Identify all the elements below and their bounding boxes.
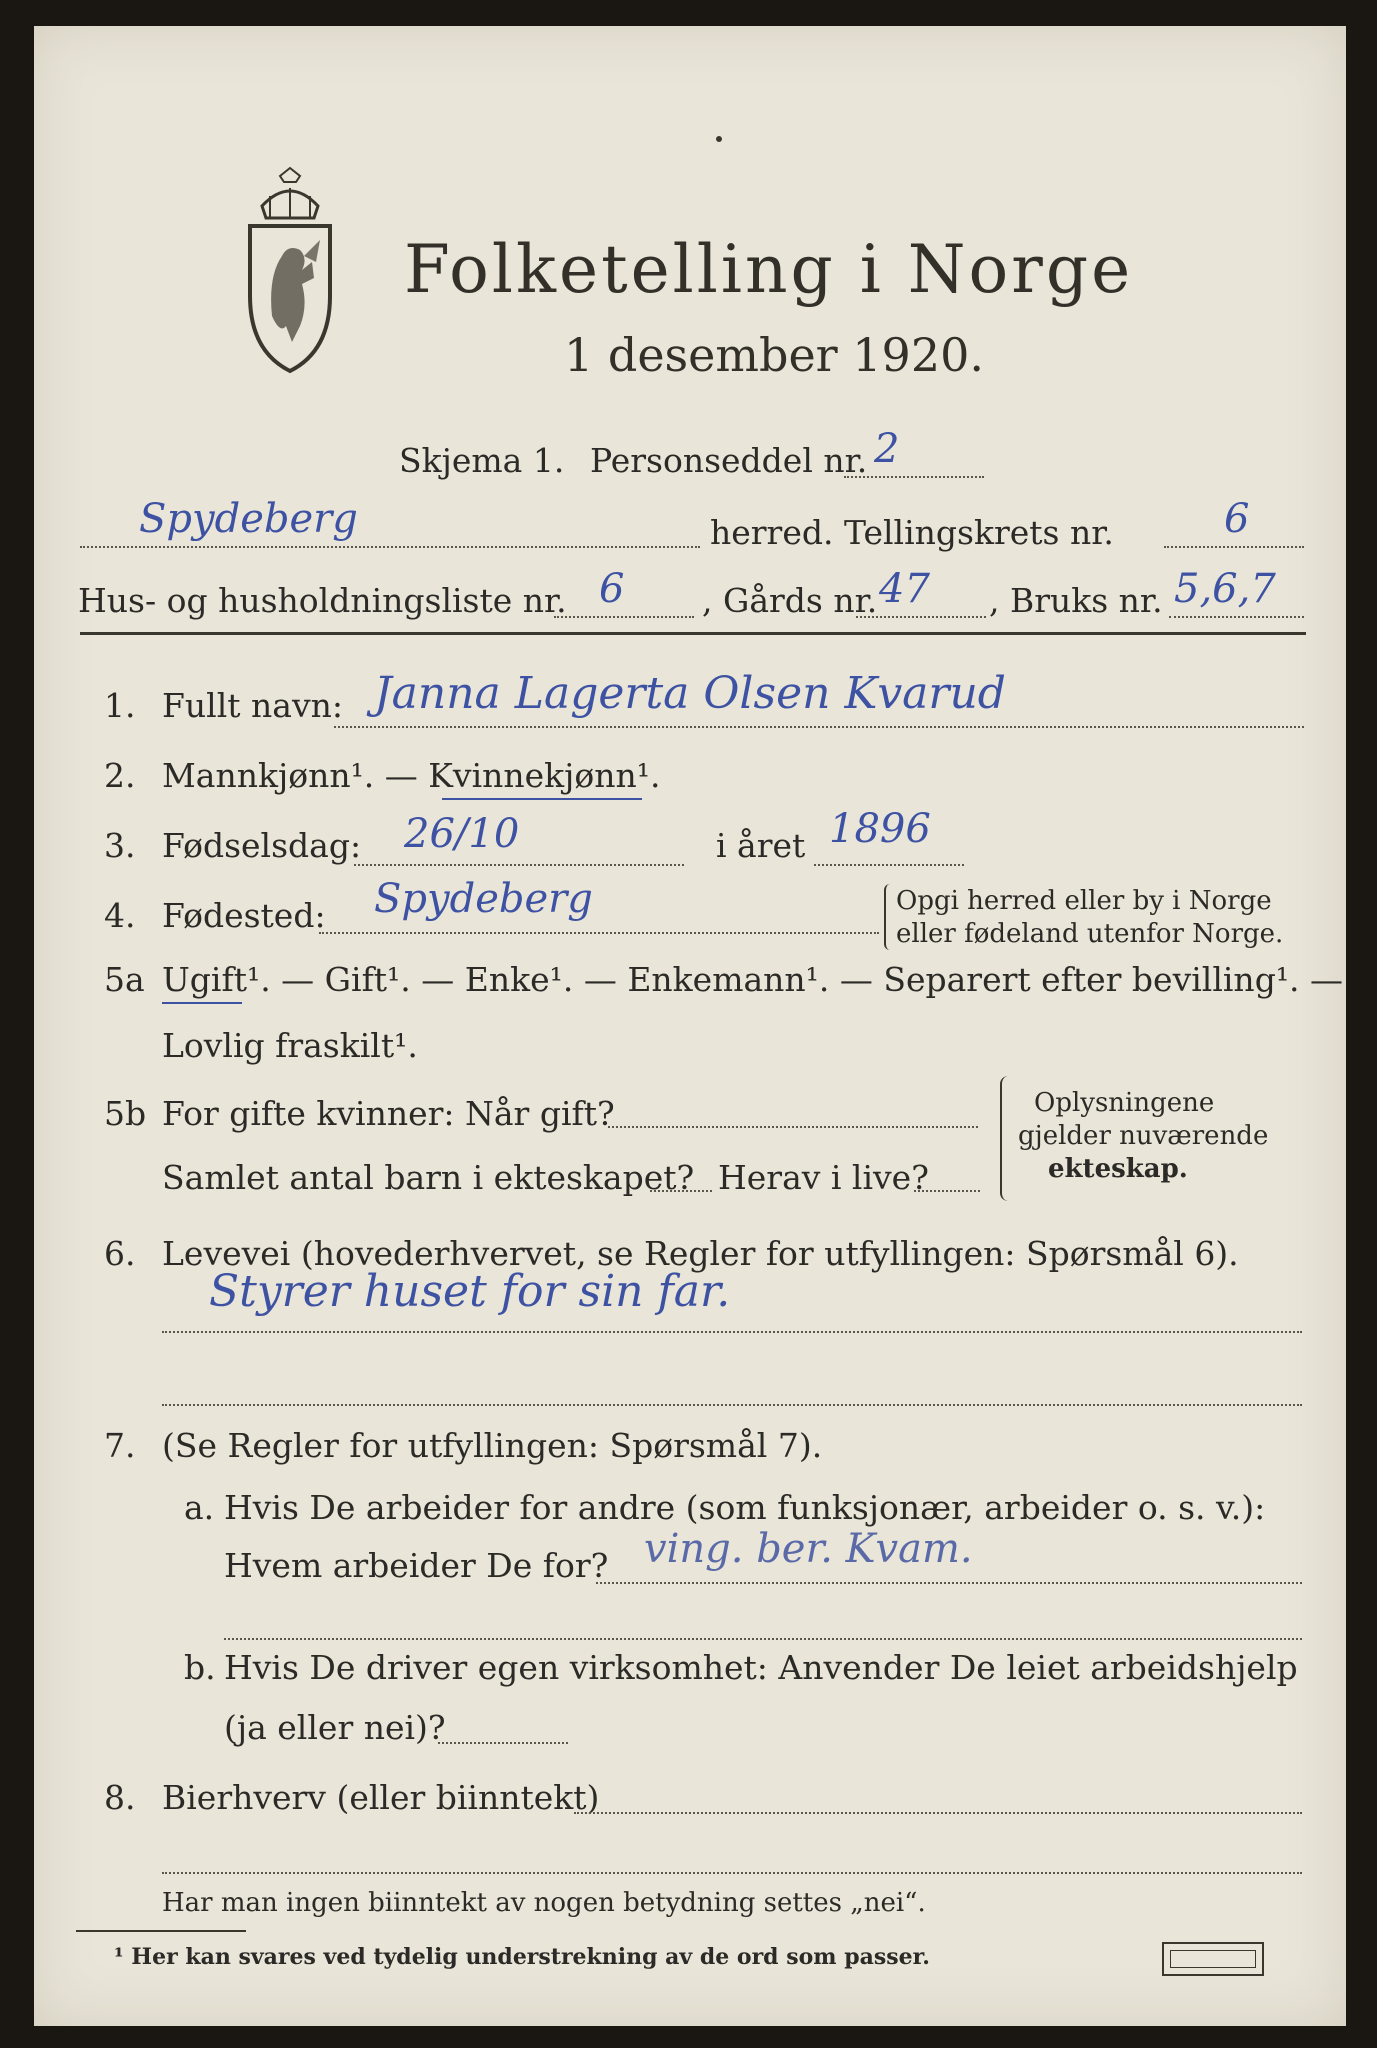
q6-line1: [162, 1331, 1302, 1333]
q3-label: Fødselsdag:: [162, 826, 362, 865]
tellingskrets-value[interactable]: 6: [1224, 496, 1250, 542]
q7-label: (Se Regler for utfyllingen: Spørsmål 7).: [162, 1426, 823, 1465]
q7a-line1: Hvis De arbeider for andre (som funksjonær, arbeider o. s. v.):: [224, 1488, 1266, 1527]
form-date: 1 desember 1920.: [564, 328, 984, 382]
q8-note: Har man ingen biinntekt av nogen betydning settes „nei“.: [162, 1888, 926, 1918]
q7a-letter: a.: [184, 1488, 215, 1527]
q1-line: [334, 726, 1304, 728]
schema-label: Skjema 1.: [399, 441, 565, 480]
q7b-line2: (ja eller nei)?: [224, 1708, 446, 1747]
q7a-line2: Hvem arbeider De for?: [224, 1546, 609, 1585]
q6-label: Levevei (hovederhvervet, se Regler for utfyllingen: Spørsmål 6).: [162, 1234, 1239, 1273]
herred-line: [80, 546, 700, 548]
q5b-number: 5b: [104, 1094, 147, 1133]
q1-label: Fullt navn:: [162, 686, 343, 725]
q8-label: Bierhverv (eller biinntekt): [162, 1778, 600, 1817]
norwegian-coat-of-arms-icon: [242, 166, 338, 376]
tellingskrets-label: Tellingskrets nr.: [844, 513, 1114, 552]
q5b-brace: [1000, 1076, 1010, 1201]
q2-number: 2.: [104, 756, 136, 795]
q7a-line3: [224, 1638, 1302, 1640]
q4-birthplace[interactable]: Spydeberg: [374, 876, 593, 922]
q7-number: 7.: [104, 1426, 136, 1465]
personseddel-line: [844, 476, 984, 478]
q5b-children-label: Samlet antal barn i ekteskapet?: [162, 1158, 695, 1197]
q4-note-line1: Opgi herred eller by i Norge: [896, 886, 1272, 916]
bruks-value[interactable]: 5,6,7: [1174, 566, 1276, 612]
q5b-children-line: [650, 1190, 712, 1192]
footnote-divider: [76, 1930, 246, 1932]
gards-value[interactable]: 47: [879, 566, 930, 612]
q5a-line2: Lovlig fraskilt¹.: [162, 1026, 418, 1065]
personseddel-label: Personseddel nr.: [590, 441, 868, 480]
q3-number: 3.: [104, 826, 136, 865]
q5b-note3: ekteskap.: [1048, 1154, 1188, 1184]
hus-line: [554, 616, 694, 618]
q5b-alive-line: [914, 1190, 980, 1192]
printer-stamp: [1162, 1942, 1264, 1976]
hus-value[interactable]: 6: [599, 566, 625, 612]
herred-label: herred.: [710, 513, 834, 552]
bruks-label: , Bruks nr.: [989, 581, 1163, 620]
q5a-ugift-underline: [162, 1002, 242, 1004]
q4-label: Fødested:: [162, 896, 326, 935]
q3-year-line: [814, 864, 964, 866]
q1-number: 1.: [104, 686, 136, 725]
q6-number: 6.: [104, 1234, 136, 1273]
q5b-note1: Oplysningene: [1034, 1088, 1215, 1118]
q7a-employer-line: [596, 1582, 1302, 1584]
q7b-letter: b.: [184, 1648, 216, 1687]
q2-gender-options: Mannkjønn¹. — Kvinnekjønn¹.: [162, 756, 661, 795]
q8-line1: [574, 1812, 1302, 1814]
q8-line2: [162, 1872, 1302, 1874]
herred-value[interactable]: Spydeberg: [139, 496, 358, 542]
q7b-line1: Hvis De driver egen virksomhet: Anvender De leiet arbeidshjelp: [224, 1648, 1298, 1687]
q5b-note2: gjelder nuværende: [1018, 1121, 1269, 1151]
gards-line: [856, 616, 986, 618]
q5b-married-line: [608, 1126, 978, 1128]
hus-label: Hus- og husholdningsliste nr.: [78, 581, 567, 620]
q6-occupation[interactable]: Styrer huset for sin far.: [209, 1266, 731, 1317]
q6-line2: [162, 1404, 1302, 1406]
q4-note-line2: eller fødeland utenfor Norge.: [896, 919, 1284, 949]
q7b-line: [438, 1742, 568, 1744]
q2-kvinnekjonn-underline: [442, 798, 642, 800]
q5a-number: 5a: [104, 960, 145, 999]
q5b-line1: For gifte kvinner: Når gift?: [162, 1094, 615, 1133]
q3-birth-year[interactable]: 1896: [829, 806, 931, 852]
q3-year-label: i året: [716, 826, 806, 865]
q3-line: [354, 864, 684, 866]
gards-label: , Gårds nr.: [702, 581, 878, 620]
q4-line: [319, 932, 879, 934]
ink-dot: [716, 136, 722, 142]
footnote: ¹ Her kan svares ved tydelig understrekning av de ord som passer.: [114, 1944, 930, 1970]
q5a-marital-options: Ugift¹. — Gift¹. — Enke¹. — Enkemann¹. — Separert efter bevilling¹. —: [162, 960, 1344, 999]
q4-brace: [884, 884, 892, 950]
personseddel-value[interactable]: 2: [874, 426, 900, 472]
q7a-employer[interactable]: ving. ber. Kvam.: [644, 1526, 973, 1572]
header-divider: [80, 632, 1306, 635]
q5b-alive-label: Herav i live?: [718, 1158, 929, 1197]
q1-full-name[interactable]: Janna Lagerta Olsen Kvarud: [374, 668, 1006, 719]
q3-birthday[interactable]: 26/10: [404, 811, 520, 857]
tellingskrets-line: [1164, 546, 1304, 548]
q8-number: 8.: [104, 1778, 136, 1817]
q4-number: 4.: [104, 896, 136, 935]
census-form-sheet: [34, 26, 1346, 2026]
bruks-line: [1169, 616, 1304, 618]
form-title: Folketelling i Norge: [404, 231, 1134, 308]
